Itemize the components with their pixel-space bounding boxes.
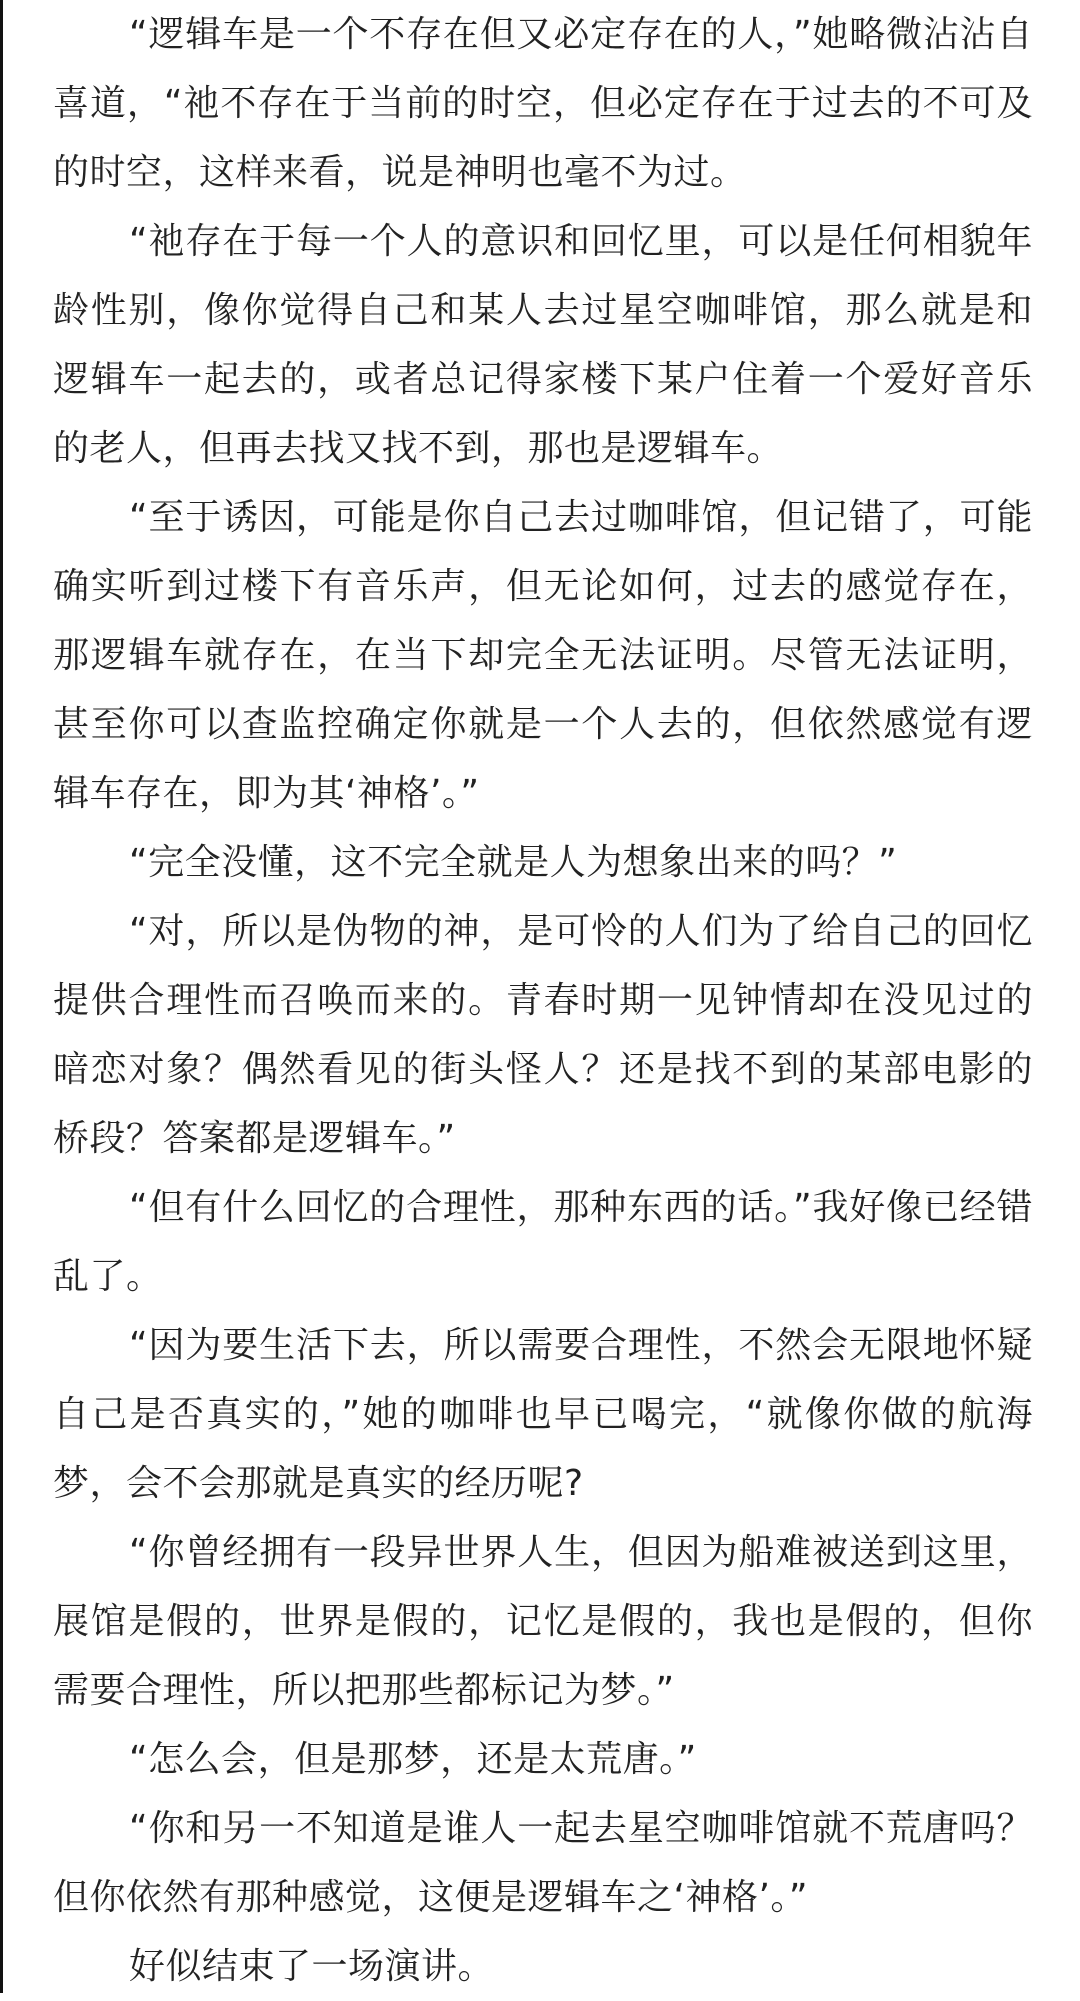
paragraph-6: “但有什么回忆的合理性，那种东西的话。”我好像已经错乱了。 — [53, 1187, 1033, 1297]
paragraph-3: “至于诱因，可能是你自己去过咖啡馆，但记错了，可能确实听到过楼下有音乐声，但无论如何，过去的感觉存在，那逻辑车就存在，在当下却完全无法证明。尽管无法证明，甚至你可以查监控确定你就是一个人去的，但依然感觉有逻辑车存在，即为其‘神格’。” — [53, 497, 1033, 814]
document-body — [53, 0, 1033, 2001]
paragraph-4: “完全没懂，这不完全就是人为想象出来的吗？” — [129, 842, 898, 883]
paragraph-1: “逻辑车是一个不存在但又必定存在的人，”她略微沾沾自喜道，“祂不存在于当前的时空，但必定存在于过去的不可及的时空，这样来看，说是神明也毫不为过。 — [53, 14, 1033, 193]
paragraph-2: “祂存在于每一个人的意识和回忆里，可以是任何相貌年龄性别，像你觉得自己和某人去过星空咖啡馆，那么就是和逻辑车一起去的，或者总记得家楼下某户住着一个爱好音乐的老人，但再去找又找不到，那也是逻辑车。 — [53, 221, 1033, 469]
paragraph-5: “对，所以是伪物的神，是可怜的人们为了给自己的回忆提供合理性而召唤而来的。青春时期一见钟情却在没见过的暗恋对象？偶然看见的街头怪人？还是找不到的某部电影的桥段？答案都是逻辑车。” — [53, 911, 1033, 1159]
paragraph-11: 好似结束了一场演讲。 — [129, 1946, 495, 1987]
paragraph-10: “你和另一不知道是谁人一起去星空咖啡馆就不荒唐吗？但你依然有那种感觉，这便是逻辑车之‘神格’。” — [53, 1808, 1033, 1918]
paragraph-7: “因为要生活下去，所以需要合理性，不然会无限地怀疑自己是否真实的，”她的咖啡也早已喝完，“就像你做的航海梦，会不会那就是真实的经历呢? — [53, 1325, 1033, 1504]
paragraph-8: “你曾经拥有一段异世界人生，但因为船难被送到这里，展馆是假的，世界是假的，记忆是假的，我也是假的，但你需要合理性，所以把那些都标记为梦。” — [53, 1532, 1033, 1711]
paragraph-9: “怎么会，但是那梦，还是太荒唐。” — [129, 1739, 697, 1780]
